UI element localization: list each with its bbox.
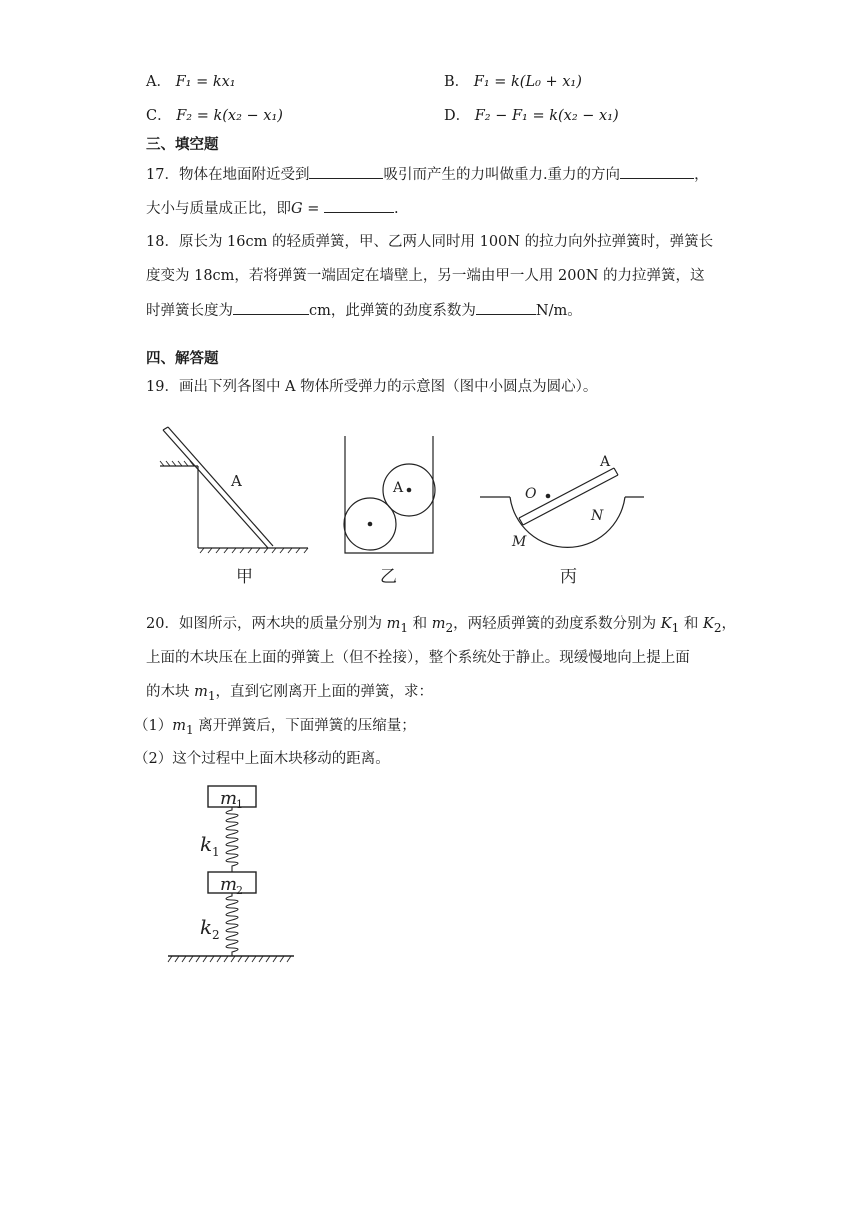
section4-title: 四、解答题 <box>146 350 219 367</box>
q18-blank-2[interactable] <box>476 300 536 315</box>
figure-bing <box>480 468 644 547</box>
fig-jia-caption: 甲 <box>236 567 253 587</box>
fig-bing-label-o: O <box>525 486 537 502</box>
q20-sub2: （2）这个过程中上面木块移动的距离。 <box>134 751 390 767</box>
option-a-formula: F₁ = kx₁ <box>175 74 236 90</box>
q20-sub1 <box>134 716 416 740</box>
option-d-label: D． <box>444 108 471 124</box>
spring-k2-sub: 2 <box>212 928 220 942</box>
q20-text-7: ，直到它刚离开上面的弹簧，求： <box>215 684 434 700</box>
q18-text-c: N/m。 <box>535 303 582 319</box>
option-b-formula: F₁ = k(L₀ + x₁) <box>473 74 582 90</box>
figure-yi <box>344 436 435 553</box>
option-c-formula: F₂ = k(x₂ − x₁) <box>176 108 283 124</box>
q17-blank-3[interactable] <box>324 198 394 213</box>
option-b <box>444 72 582 92</box>
option-c-label: C． <box>146 108 172 124</box>
q20-text-4: 和 <box>679 616 704 632</box>
fig-jia-label-a: A <box>231 472 242 490</box>
fig-bing-label-m: M <box>512 534 527 550</box>
spring-k2 <box>226 893 238 956</box>
block-m1-sub: 1 <box>236 798 243 811</box>
q18-text-b: cm，此弹簧的劲度系数为 <box>309 303 476 319</box>
q20-text-6: 的木块 <box>146 684 195 700</box>
option-b-label: B． <box>444 74 470 90</box>
q17-text-1: 17．物体在地面附近受到 <box>146 167 310 183</box>
option-d <box>444 106 619 126</box>
q20-text-2: 和 <box>408 616 432 632</box>
q17-line2 <box>146 198 399 219</box>
fig-yi-caption: 乙 <box>380 567 397 587</box>
q20-k1: K <box>660 616 672 632</box>
block-m1-label: m <box>220 788 238 809</box>
q20-m1-b: m <box>194 684 208 700</box>
fig-bing-label-a: A <box>600 454 611 470</box>
q18-blank-1[interactable] <box>233 300 309 315</box>
q19-text: 19．画出下列各图中 A 物体所受弹力的示意图（图中小圆点为圆心）。 <box>146 379 598 395</box>
q17-blank-1[interactable] <box>309 164 383 179</box>
q18-line3 <box>146 300 582 321</box>
q20-m1-b-sub: 1 <box>207 688 216 703</box>
spring-k1 <box>226 807 238 872</box>
q20-text-3: ，两轻质弹簧的劲度系数分别为 <box>453 616 661 632</box>
fig-bing-center <box>546 494 551 499</box>
q20-k1-sub: 1 <box>671 620 680 635</box>
q17-text-2: 吸引而产生的力叫做重力.重力的方向 <box>383 167 621 183</box>
spring-k1-label: k <box>200 832 213 856</box>
q20-k2: K <box>703 616 714 632</box>
q20-text-1: 20．如图所示，两木块的质量分别为 <box>146 616 387 632</box>
q20-line1 <box>146 614 736 638</box>
q20-text-5: ， <box>721 616 737 632</box>
ground <box>168 956 294 962</box>
q19-figures <box>0 418 860 588</box>
q17-blank-2[interactable] <box>620 164 694 179</box>
q17-line1 <box>146 164 709 185</box>
section3-title: 三、填空题 <box>146 136 219 153</box>
block-m2-label: m <box>220 874 238 895</box>
q20-line3 <box>146 682 433 706</box>
q20-m2-sub: 2 <box>445 620 454 635</box>
q20-m1-c: m <box>172 718 186 734</box>
fig-bing-caption: 丙 <box>560 567 577 587</box>
q18-line2: 度变为 18cm，若将弹簧一端固定在墙壁上，另一端由甲一人用 200N 的力拉弹簧，这 <box>146 268 705 284</box>
q17-text-4: 大小与质量成正比，即 <box>146 201 291 217</box>
figure-jia <box>160 427 308 553</box>
q20-spring-figure <box>160 780 340 980</box>
spring-k2-label: k <box>200 915 213 939</box>
q20-m2: m <box>431 616 446 632</box>
fig-yi-center-1 <box>368 522 373 527</box>
q17-g: G <box>291 201 303 217</box>
q20-sub1-text: 离开弹簧后，下面弹簧的压缩量； <box>193 718 416 734</box>
fig-yi-center-2 <box>407 488 412 493</box>
option-a-label: A． <box>146 74 171 90</box>
option-c <box>146 106 283 126</box>
option-d-formula: F₂ − F₁ = k(x₂ − x₁) <box>474 108 619 124</box>
q20-line2: 上面的木块压在上面的弹簧上（但不拴接），整个系统处于静止。现缓慢地向上提上面 <box>146 650 690 666</box>
block-m2-sub: 2 <box>236 884 243 897</box>
q17-eq: = <box>302 201 324 217</box>
q18-text-a: 时弹簧长度为 <box>146 303 233 319</box>
q17-text-3: ， <box>694 167 709 183</box>
q20-m1: m <box>386 616 401 632</box>
q20-sub1-num: （1） <box>134 718 173 734</box>
spring-k1-sub: 1 <box>212 845 220 859</box>
fig-yi-label-a: A <box>393 480 404 496</box>
q18-line1: 18．原长为 16cm 的轻质弹簧，甲、乙两人同时用 100N 的拉力向外拉弹簧时，弹簧长 <box>146 234 714 250</box>
option-a <box>146 72 236 92</box>
q17-text-5: . <box>393 201 399 217</box>
q20-m1-c-sub: 1 <box>185 722 194 737</box>
q20-k2-sub: 2 <box>713 620 722 635</box>
fig-bing-label-n: N <box>591 508 604 524</box>
q20-m1-sub: 1 <box>400 620 408 635</box>
